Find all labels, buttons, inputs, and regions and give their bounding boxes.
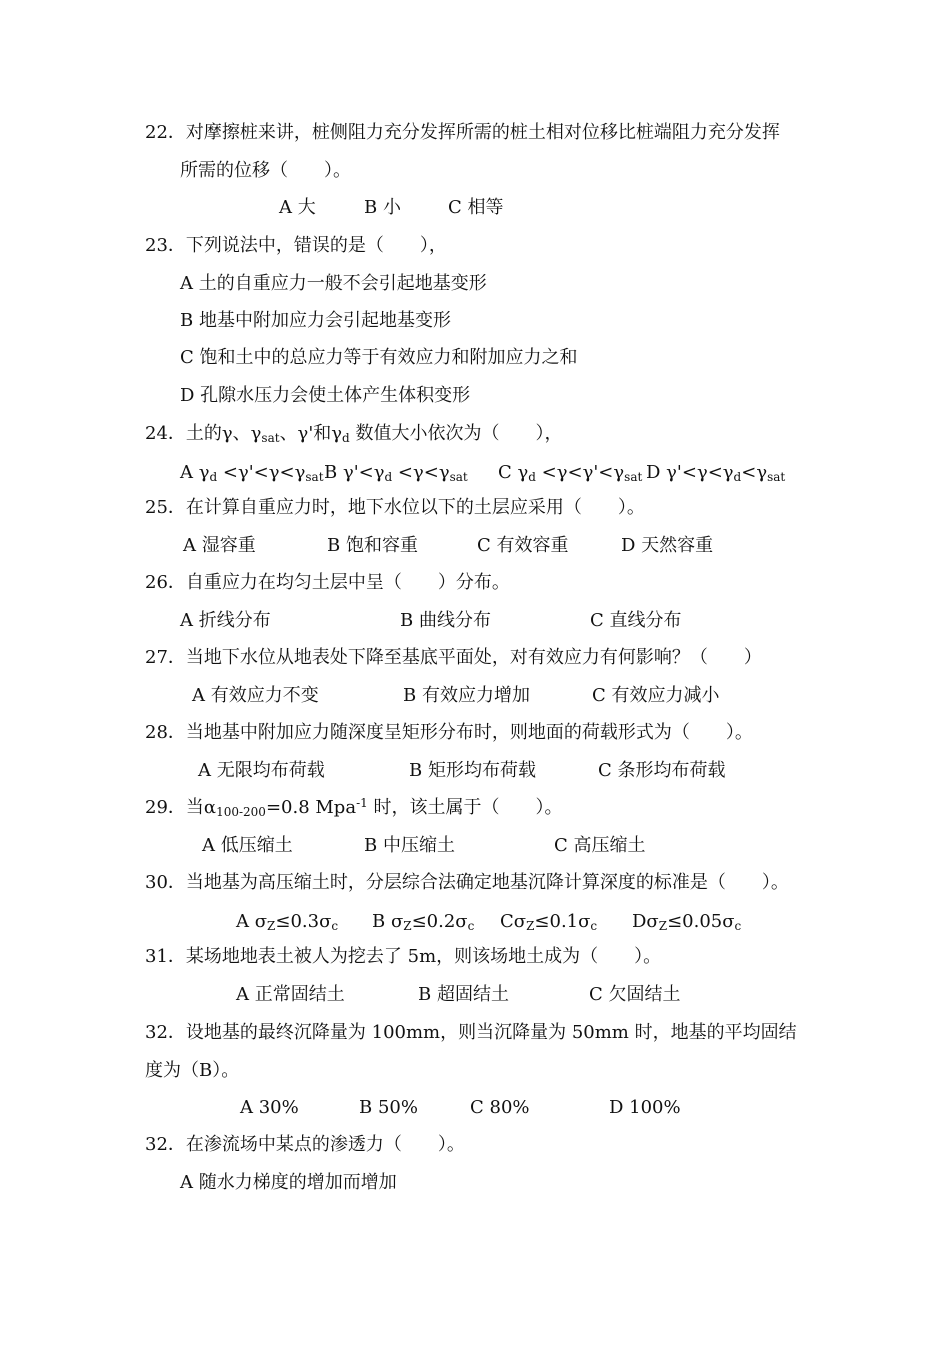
q28-option-c: C 条形均布荷载 bbox=[598, 760, 726, 781]
q31-option-a: A 正常固结土 bbox=[236, 984, 345, 1005]
q32a-option-d: D 100% bbox=[609, 1097, 681, 1118]
q25-option-c: C 有效容重 bbox=[477, 535, 569, 556]
q31-option-b: B 超固结土 bbox=[418, 984, 509, 1005]
q30-title: 30．当地基为高压缩土时，分层综合法确定地基沉降计算深度的标准是（ ）。 bbox=[145, 872, 789, 893]
q29-option-a: A 低压缩土 bbox=[202, 835, 293, 856]
q22-option-c: C 相等 bbox=[448, 197, 504, 218]
q32b-option-a: A 随水力梯度的增加而增加 bbox=[180, 1172, 397, 1193]
q30-option-a: A $\sigma_Z\le 0.3\sigma_c$ bbox=[236, 911, 339, 933]
q24-title: 24．土的γ、$\gamma_{sat}$、γ'和$\gamma_d$ 数值大小依次为（ ）， bbox=[145, 423, 563, 445]
q26-option-a: A 折线分布 bbox=[180, 610, 271, 631]
q28-option-b: B 矩形均布荷载 bbox=[409, 760, 536, 781]
q32a-line1: 32．设地基的最终沉降量为 100mm，则当沉降量为 50mm 时，地基的平均固结 bbox=[145, 1022, 797, 1043]
q30-option-d: $D\sigma_Z\le 0.05\sigma_c$ bbox=[632, 911, 742, 933]
q31-option-c: C 欠固结土 bbox=[589, 984, 681, 1005]
q23-title: 23．下列说法中，错误的是（ ）， bbox=[145, 235, 447, 256]
q24-option-a: A $\gamma_d <\gamma'<\gamma<\gamma_{sat}$ bbox=[180, 462, 324, 484]
q23-option-d: D 孔隙水压力会使土体产生体积变形 bbox=[180, 385, 471, 406]
q27-title: 27．当地下水位从地表处下降至基底平面处，对有效应力有何影响？（ ） bbox=[145, 647, 762, 668]
q28-option-a: A 无限均布荷载 bbox=[198, 760, 325, 781]
q31-title: 31．某场地地表土被人为挖去了 5m，则该场地土成为（ ）。 bbox=[145, 946, 662, 967]
q26-option-c: C 直线分布 bbox=[590, 610, 682, 631]
q30-option-b: B $\sigma_Z\le 0.2\sigma_c$ bbox=[372, 911, 475, 933]
q32b-title: 32．在渗流场中某点的渗透力（ ）。 bbox=[145, 1134, 465, 1155]
q24-option-d: D $\gamma'<\gamma<\gamma_d<\gamma_{sat}$ bbox=[646, 462, 786, 484]
q24-option-b: B $\gamma'<\gamma_d <\gamma<\gamma_{sat}$ bbox=[324, 462, 468, 484]
q23-option-c: C 饱和土中的总应力等于有效应力和附加应力之和 bbox=[180, 347, 578, 368]
q23-option-b: B 地基中附加应力会引起地基变形 bbox=[180, 310, 451, 331]
q32a-line2: 度为（B）。 bbox=[145, 1060, 240, 1081]
q30-option-c: $C\sigma_Z\le 0.1\sigma_c$ bbox=[500, 911, 598, 933]
q22-line2: 所需的位移（ ）。 bbox=[180, 160, 351, 181]
q27-option-a: A 有效应力不变 bbox=[192, 685, 319, 706]
q24-option-c: C $\gamma_d <\gamma<\gamma'<\gamma_{sat}$ bbox=[498, 462, 643, 484]
q32a-option-c: C 80% bbox=[470, 1097, 530, 1118]
q22-option-b: B 小 bbox=[364, 197, 401, 218]
q22-line1: 22．对摩擦桩来讲，桩侧阻力充分发挥所需的桩土相对位移比桩端阻力充分发挥 bbox=[145, 122, 780, 143]
q32a-option-b: B 50% bbox=[359, 1097, 418, 1118]
q29-title: 29．当$\alpha_{100-200}=0.8$ Mpa$^{-1}$ 时，该土属于（ ）。 bbox=[145, 796, 563, 819]
q25-title: 25．在计算自重应力时，地下水位以下的土层应采用（ ）。 bbox=[145, 497, 645, 518]
q26-option-b: B 曲线分布 bbox=[400, 610, 491, 631]
q25-option-d: D 天然容重 bbox=[621, 535, 714, 556]
q23-option-a: A 土的自重应力一般不会引起地基变形 bbox=[180, 273, 487, 294]
q25-option-a: A 湿容重 bbox=[183, 535, 256, 556]
q29-option-c: C 高压缩土 bbox=[554, 835, 646, 856]
q27-option-b: B 有效应力增加 bbox=[403, 685, 530, 706]
q32a-option-a: A 30% bbox=[240, 1097, 299, 1118]
q27-option-c: C 有效应力减小 bbox=[592, 685, 720, 706]
q26-title: 26．自重应力在均匀土层中呈（ ）分布。 bbox=[145, 572, 510, 593]
q28-title: 28．当地基中附加应力随深度呈矩形分布时，则地面的荷载形式为（ ）。 bbox=[145, 722, 753, 743]
q25-option-b: B 饱和容重 bbox=[327, 535, 418, 556]
q22-option-a: A 大 bbox=[279, 197, 316, 218]
q29-option-b: B 中压缩土 bbox=[364, 835, 455, 856]
